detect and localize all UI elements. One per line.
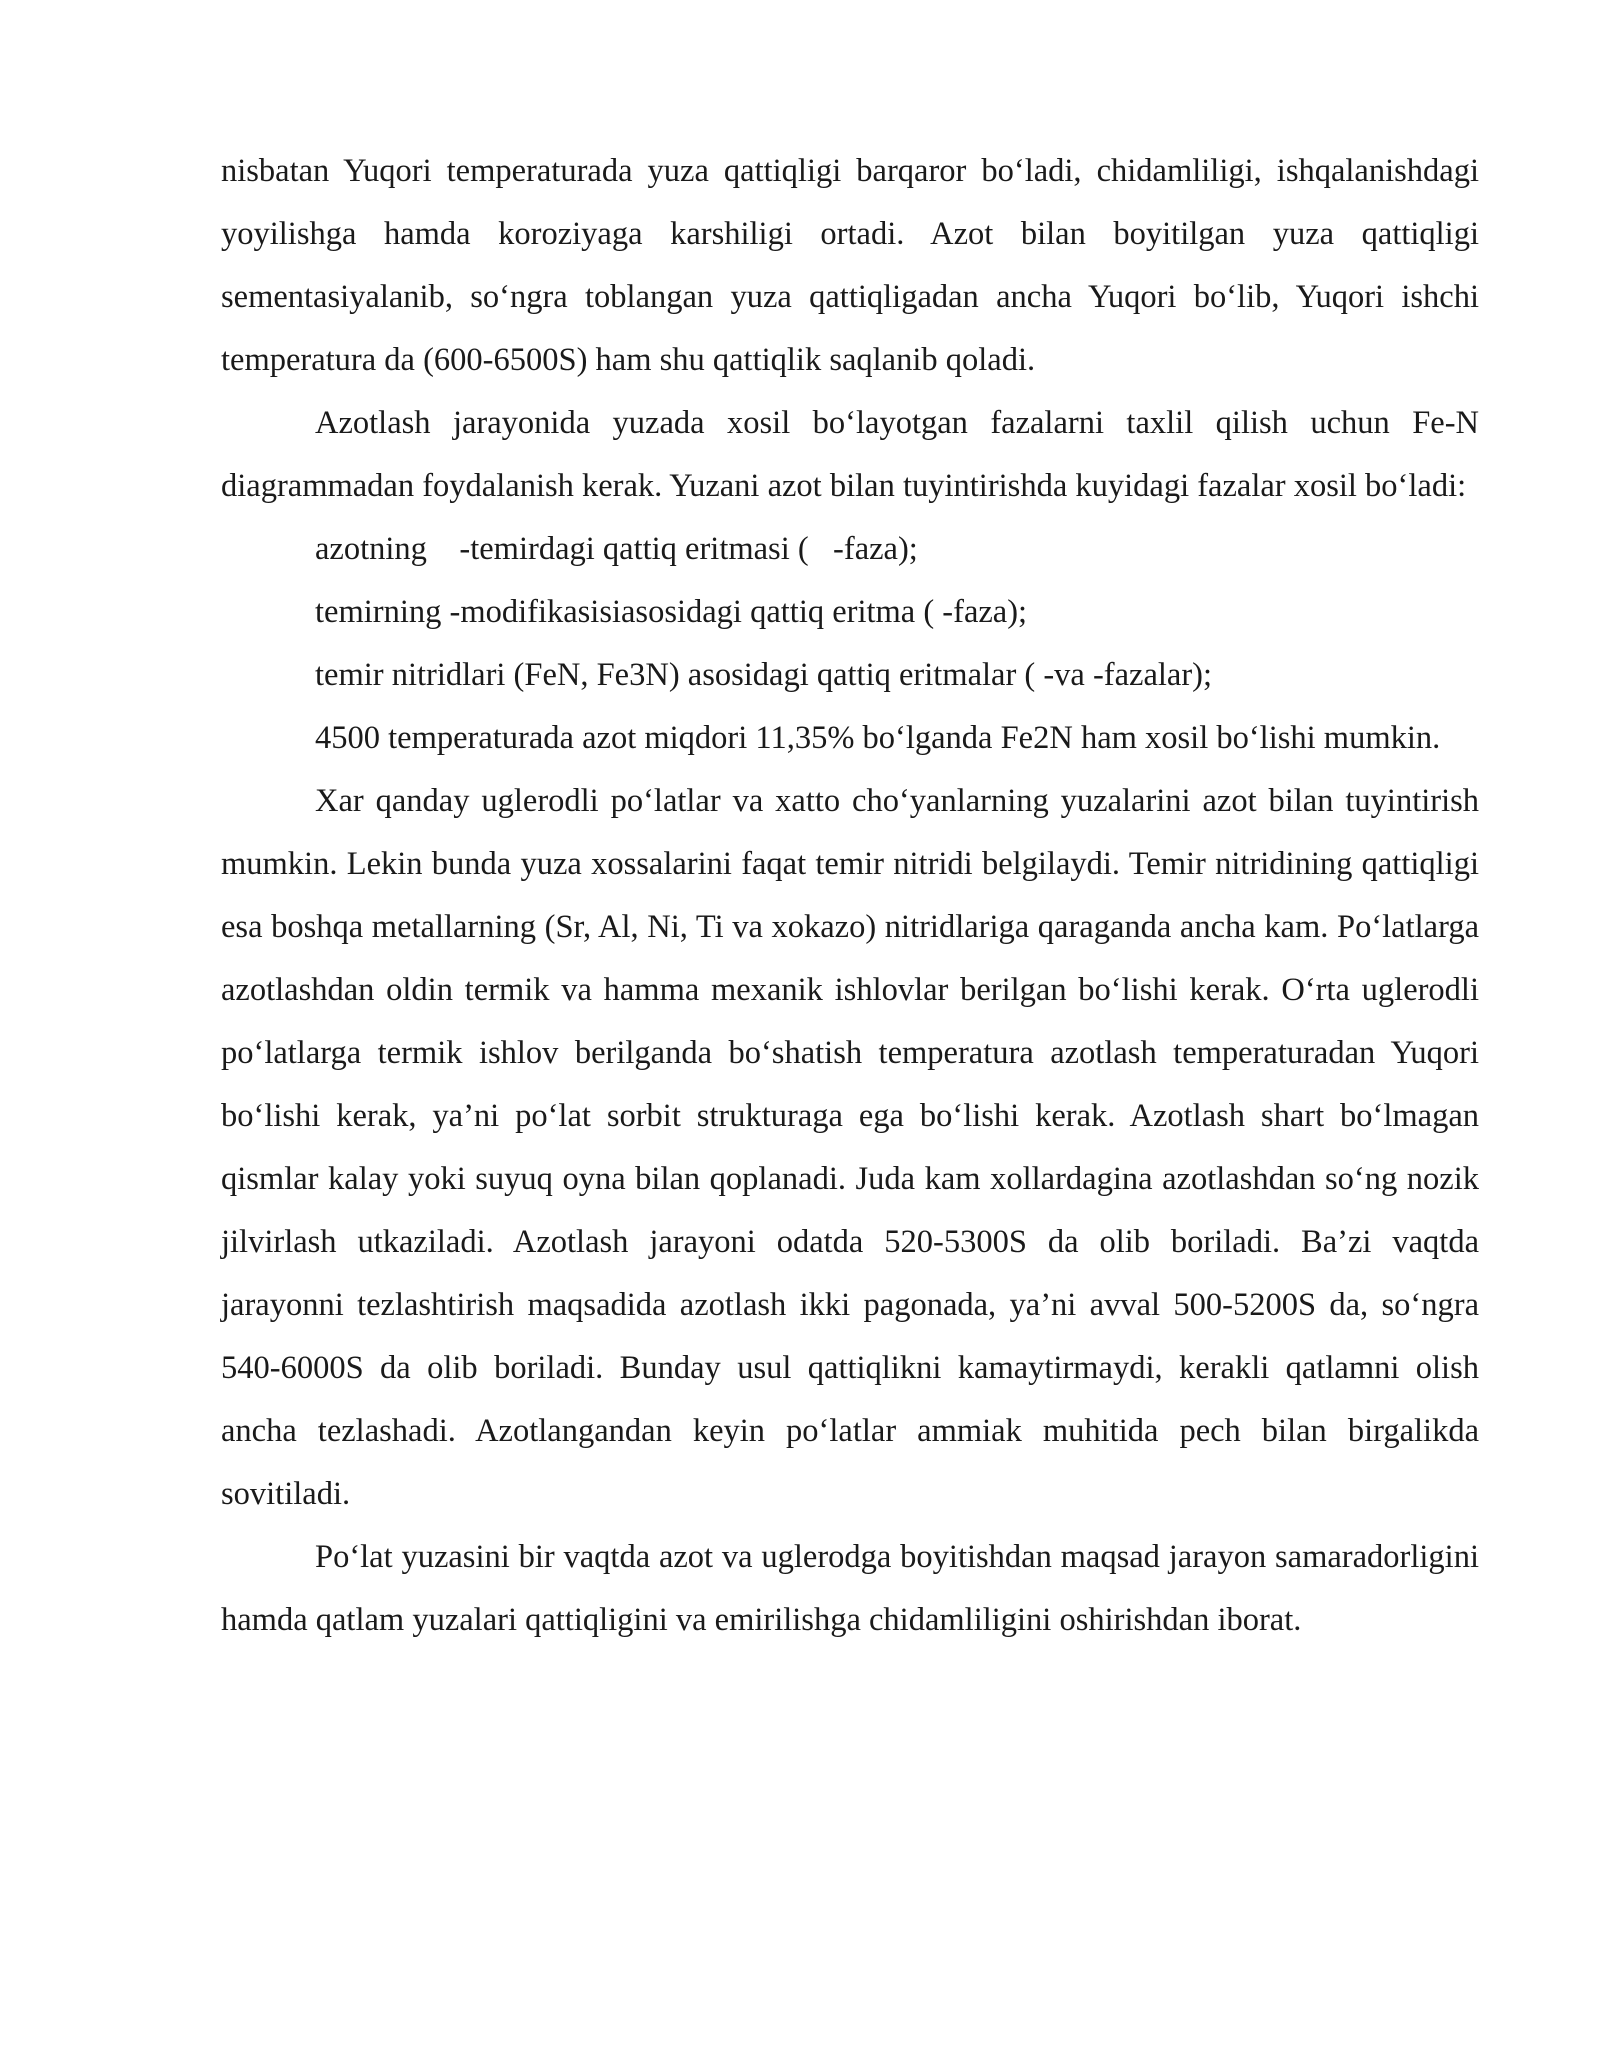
paragraph-carbonitriding-purpose: Po‘lat yuzasini bir vaqtda azot va uglerodga boyitishdan maqsad jarayon samaradorligini hamda qatlam yuzalari qattiqligini va emirilishga chidamliligini oshirishdan iborat. — [221, 1539, 1479, 1638]
phase-list-item: temir nitridlari (FeN, Fe3N) asosidagi qattiq eritmalar ( -va -fazalar); — [315, 657, 1213, 693]
paragraph-fe2n-formation: 4500 temperaturada azot miqdori 11,35% bo‘lganda Fe2N ham xosil bo‘lishi mumkin. — [315, 720, 1441, 756]
phase-list-item: azotning -temirdagi qattiq eritmasi ( -faza); — [315, 531, 918, 567]
paragraph-nitrided-surface-hardness: nisbatan Yuqori temperaturada yuza qattiqligi barqaror bo‘ladi, chidamliligi, ishqalanishdagi yoyilishga hamda koroziyaga karshiligi ortadi. Azot bilan boyitilgan yuza qattiqligi sementasiyalanib, so‘ngra toblangan yuza qattiqligadan ancha Yuqori bo‘lib, Yuqori ishchi temperatura da (600-6500S) ham shu qattiqlik saqlanib qoladi. — [221, 153, 1479, 378]
paragraph-phase-analysis: Azotlash jarayonida yuzada xosil bo‘layotgan fazalarni taxlil qilish uchun Fe-N diagrammadan foydalanish kerak. Yuzani azot bilan tuyintirishda kuyidagi fazalar xosil bo‘ladi: — [221, 405, 1479, 504]
phase-list-item: temirning -modifikasisiasosidagi qattiq eritma ( -faza); — [315, 594, 1028, 630]
paragraph-nitriding-process: Xar qanday uglerodli po‘latlar va xatto cho‘yanlarning yuzalarini azot bilan tuyintirish mumkin. Lekin bunda yuza xossalarini faqat temir nitridi belgilaydi. Temir nitridining qattiqligi esa boshqa metallarning (Sr, Al, Ni, Ti va xokazo) nitridlariga qaraganda ancha kam. Po‘latlarga azotlashdan oldin termik va hamma mexanik ishlovlar berilgan bo‘lishi kerak. O‘rta uglerodli po‘latlarga termik ishlov berilganda bo‘shatish temperatura azotlash temperaturadan Yuqori bo‘lishi kerak, ya’ni po‘lat sorbit strukturaga ega bo‘lishi kerak. Azotlash shart bo‘lmagan qismlar kalay yoki suyuq oyna bilan qoplanadi. Juda kam xollardagina azotlashdan so‘ng nozik jilvirlash utkaziladi. Azotlash jarayoni odatda 520-5300S da olib boriladi. Ba’zi vaqtda jarayonni tezlashtirish maqsadida azotlash ikki pagonada, ya’ni avval 500-5200S da, so‘ngra 540-6000S da olib boriladi. Bunday usul qattiqlikni kamaytirmaydi, kerakli qatlamni olish ancha tezlashadi. Azotlangandan keyin po‘latlar ammiak muhitida pech bilan birgalikda sovitiladi. — [221, 783, 1479, 1512]
document-page — [221, 140, 1479, 1652]
